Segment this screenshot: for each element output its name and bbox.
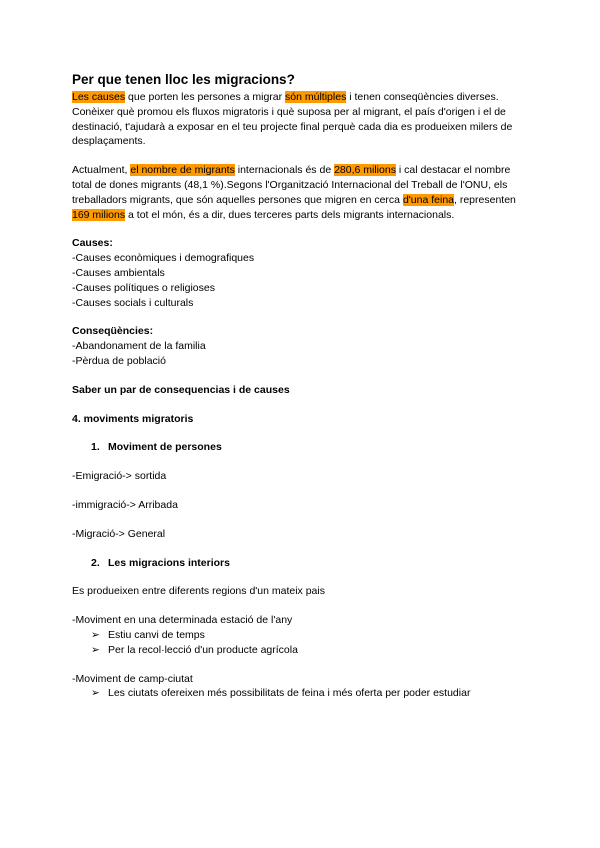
highlight-text: Les causes	[72, 91, 126, 103]
statistics-paragraph: Actualment, el nombre de migrants internacionals és de 280,6 milions i cal destacar el nombre total de dones migrants (48,1 %).Segons l'Organització Internacional del Treball de l'ONU, els treballadors migrants, que són aquelles persones que migren en cerca d'una feina, representen 169 milions a tot el món, és a dir, dues terceres parts dels migrants internacionals.	[72, 164, 516, 221]
list-item: -Causes socials i culturals	[72, 296, 194, 309]
highlight-text: 280,6 milions	[334, 164, 396, 177]
causes-heading: Causes:	[72, 237, 113, 250]
list-item: -Abandonament de la familia	[72, 340, 206, 353]
seasonal-heading: -Moviment en una determinada estació de l'any	[72, 614, 293, 627]
list-item: -Causes econòmiques i demografiques	[72, 252, 255, 265]
arrow-bullet-icon: ➢	[91, 643, 100, 656]
list-item: ➢ Per la recol·lecció d'un producte agrícola	[91, 643, 298, 656]
seasonal-list	[72, 628, 532, 658]
subsection-heading: 1. Moviment de persones	[91, 441, 222, 454]
rural-list	[72, 686, 532, 701]
subsection-heading: 2. Les migracions interiors	[91, 556, 230, 569]
list-item: -Causes ambientals	[72, 266, 165, 279]
consequences-heading: Conseqüències:	[72, 325, 154, 338]
page-title: Per que tenen lloc les migracions?	[72, 72, 295, 87]
section-heading: 4. moviments migratoris	[72, 412, 194, 425]
highlight-text: són múltiples	[285, 91, 347, 103]
arrow-bullet-icon: ➢	[91, 687, 100, 700]
highlight-text: d'una feina	[402, 193, 455, 206]
movement-item: -Migració-> General	[72, 527, 166, 540]
list-item: -Causes polítiques o religioses	[72, 281, 215, 294]
document-page	[72, 72, 532, 701]
list-item: -Pèrdua de població	[72, 354, 166, 367]
list-item: ➢ Estiu canvi de temps	[91, 628, 205, 641]
intro-paragraph: Les causes que porten les persones a migrar són múltiples i tenen conseqüències diverses. Conèixer què promou els fluxos migratoris i què suposa per al migrant, el país d'origen i el de destinació, t'ajudarà a exposar en el teu projecte final perquè cada dia es produeixen milers de desplaçaments.	[72, 91, 513, 148]
highlight-text: 169 milions	[72, 208, 126, 221]
movement-item: -Emigració-> sortida	[72, 470, 167, 483]
arrow-bullet-icon: ➢	[91, 628, 100, 641]
study-note: Saber un par de consequencias i de causes	[72, 383, 290, 396]
rural-heading: -Moviment de camp-ciutat	[72, 672, 193, 685]
interior-description: Es produeixen entre diferents regions d'un mateix pais	[72, 585, 325, 598]
movement-item: -immigració-> Arribada	[72, 498, 178, 511]
highlight-text: el nombre de migrants	[130, 164, 235, 177]
list-item: ➢ Les ciutats ofereixen més possibilitats de feina i més oferta per poder estudiar	[91, 687, 471, 700]
